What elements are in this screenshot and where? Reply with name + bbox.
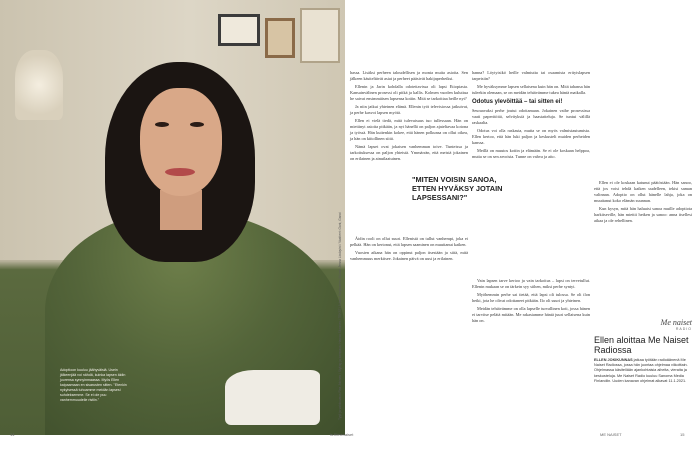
paragraph: Kun kysyn, mitä hän haluaisi sanoa muille adoptiota harkitseville, hän miettii hetken ja sanoo: anna itsellesi aikaa ja ole rehellinen. — [594, 206, 692, 223]
paragraph: Ellen ei ole koskaan katunut päätöstään. Hän sanoo, että jos voisi tehdä kaiken uudelleen, tekisi saman valinnan. Adoptio on ollut hänelle lahja, joka on muuttanut koko elämän suunnan. — [594, 180, 692, 203]
white-boot — [225, 370, 320, 425]
page-number-left: 14 — [10, 432, 15, 437]
paragraph: Seuraavaksi perhe joutui odottamaan. Jokainen vaihe prosessissa vaati paperitöitä, selvityksiä ja haastatteluja. Se tuntui välillä raskaalta. — [472, 108, 590, 125]
paragraph: hassa. Lisäksi perheen taloudellisen ja monia muita asioita. Sen jälkeen käsiteltävät asiat ja perheet pääsivät hakijaperheiksi. — [350, 70, 468, 81]
portrait-photo — [0, 0, 345, 435]
radio-announcement — [594, 318, 692, 384]
paragraph: Ellenin ja Jarin kohdalla odotettavissa oli lapsi Etiopiasta. Kansainvälinen prosessi oli pitkä ja kallis. Kolmen vuoden kuluttua he saivat ensimmäisen lapsensa kotiin. Mitä se tarkoittaa heille nyt? — [350, 84, 468, 101]
photo-caption: Adoptioon kuuluu jäähyväisiä. Usein jälkeenjää voi nähdä, kuinka lapsen äidin juurensa synnyinmaassa. Myös Ellen kaipaamaan en sisarusten sitten. "Etenkin nykyisessä tuhoamme meidän lapsesi suhdeksemme. Se ei ole puu vanhemmuudelle ristiin." — [60, 368, 127, 402]
subject-lips — [165, 168, 195, 176]
pull-quote: "MITEN VOISIN SANOA, ETTEN HYVÄKSY JOTAIN LAPSESSANI?" — [412, 175, 503, 202]
subject-eye — [155, 122, 169, 127]
me-naiset-radio-logo: Me naiset — [660, 318, 692, 327]
paragraph: Odotus voi olla raskasta, mutta se on myös valmistautumista. Ellen kertoo, että hän luki paljon ja keskusteli muiden perheiden kanssa. — [472, 128, 590, 145]
subject-neck — [160, 190, 202, 230]
paragraph: Meidän tehtävämme on olla lapselle turvallinen koti, jossa hänen ei tarvitse pelätä mitään. Me rakastamme häntä juuri sellaisena kuin hän on. — [472, 306, 590, 323]
paragraph: Ja niin jatkui yhteinen elämä. Ellenin työt televisiossa jatkuivat, ja perhe kasvoi lapsen myötä. — [350, 104, 468, 115]
paragraph: Meillä on muutos kotiin ja elämään. Se ei ole koskaan helppoa, mutta se on sen arvoista. Tunne on vahva ja aito. — [472, 148, 590, 159]
photo-credit: Tyyli ja valokuvaus Rea Jokinen / Styling ja kampaus: Hanna Silvonen / TEKSTI Juhani Karjalainen / Kuvat: Jenna Lindqvist / Vaatteet: Gant, Ganni — [338, 212, 342, 420]
announcement-body — [594, 358, 692, 384]
radio-logo-subtitle: RADIO — [675, 327, 692, 331]
wall-picture-frame — [218, 14, 260, 46]
site-url: is.fi/menaiset — [330, 432, 354, 437]
announcement-title: Ellen aloittaa Me Naiset Radiossa — [594, 335, 689, 355]
article-column-1 — [350, 70, 468, 164]
article-column-1-lower — [350, 236, 468, 264]
wall-picture-frame — [265, 18, 295, 58]
announcement-lead: ELLEN JOKIKUNNAS — [594, 358, 633, 362]
paragraph: Vain lapsen tarve kertoo ja vain tarkoitus – lapsi on tervetullut. Ellenin mukaan se on tärkein syy siihen, miksi perhe syntyi. — [472, 278, 590, 289]
article-column-2 — [472, 70, 590, 162]
lamp-shade — [15, 50, 63, 120]
subheading: Odotus ylevöittää – tai sitten ei! — [472, 99, 563, 105]
page-number-right: 15 — [680, 432, 685, 437]
article-column-2-lower — [472, 278, 590, 326]
announcement-text: jatkaa työtään radioäänenä Me Naiset Radiossa, jossa hän juontaa ohjelmaa viikoittain. Ohjelmassa käsitellään ajankohtaisia aiheita, vieraita ja keskusteluja. Me Naiset Radio kuuluu Sanoma Media Finlandiin. Uuden kanavan ohjelmat alkavat 11.1.2021. — [594, 358, 688, 383]
paragraph: Ellen ei vielä tiedä, mitä tulevaisuus tuo tullessaan. Hän on miettinyt asioita pitkään, ja nyt hänellä on paljon ajateltavaa kotona ja työssä. Hän kuitenkin kokee, että hänen polkunsa on ollut oikea, ja hän on kiitollinen siitä. — [350, 118, 468, 141]
paragraph: Myöhemmin perhe sai tietää, että lapsi oli tulossa. Se oli ilon hetki, jota he olivat odottaneet pitkään. Ilo oli suuri ja yhteinen. — [472, 292, 590, 303]
paragraph: Vuosien aikana hän on oppinut paljon itsestään ja siitä, mitä vanhemmuus merkitsee. Jokainen päivä on uusi ja erilainen. — [350, 250, 468, 261]
article-column-3 — [594, 180, 692, 226]
paragraph: hanna? Löytyisikö heille valmiutta tai osaamista erityislapsen tarpeisiin? — [472, 70, 590, 81]
subject-face — [140, 88, 222, 196]
paragraph: Äidin rooli on ollut suuri. Ellenistä on tullut vanhempi, joka ei pelkää. Hän on kertonut, että lapsen saaminen on muuttanut kaiken. — [350, 236, 468, 247]
subject-eye — [190, 122, 204, 127]
magazine-name: ME NAISET — [600, 432, 622, 437]
paragraph: Me hyväksymme lapsen sellaisena kuin hän on. Mitä tahansa hän tuleekin olemaan, se on meidän tehtävämme tukea häntä matkalla. — [472, 84, 590, 95]
paragraph: Nämä lapset ovat jokaisen vanhemman toive. Tunteissa ja tarkoituksessa on paljon yhteistä. Ymmärrän, että meistä jokainen on erilainen ja ainutlaatuinen. — [350, 144, 468, 161]
wall-picture-frame — [300, 8, 340, 63]
